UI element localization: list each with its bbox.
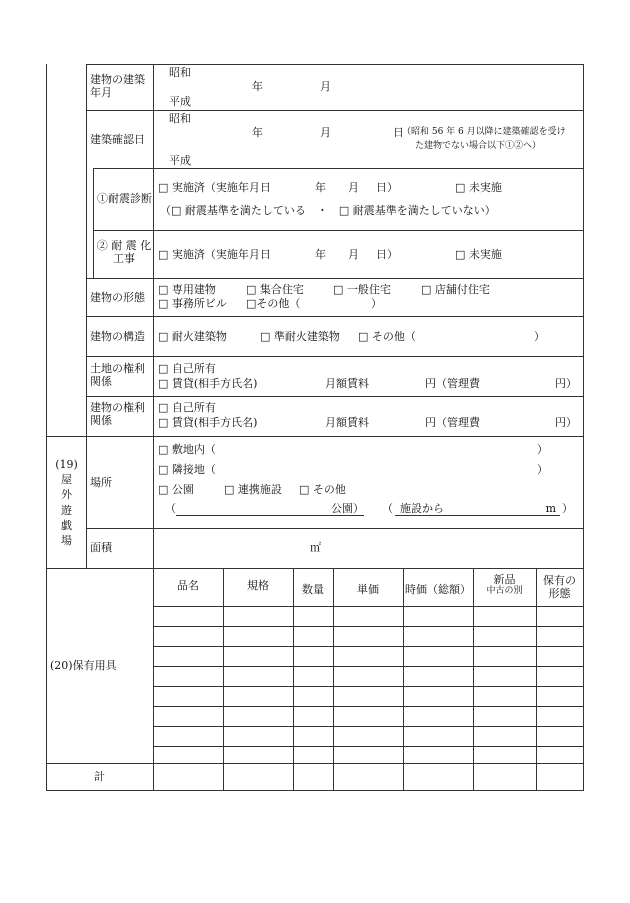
- bldg-right-own[interactable]: □ 自己所有: [158, 401, 216, 414]
- total-row-line: [46, 763, 584, 764]
- eq-col: [223, 568, 224, 790]
- structure-other-close: ）: [534, 330, 545, 343]
- land-right-rent: 月額賃料: [325, 377, 369, 390]
- row-line: [86, 396, 584, 397]
- border-left: [46, 64, 47, 790]
- place-opt-onsite[interactable]: □ 敷地内（: [158, 443, 216, 456]
- row-line: [86, 528, 584, 529]
- bldg-right-rent: 月額賃料: [325, 416, 369, 429]
- form-opt-other[interactable]: □その他（: [246, 297, 301, 310]
- land-right-yen-close: 円）: [555, 377, 577, 390]
- eq-col: [473, 568, 474, 790]
- seismic-diag-done[interactable]: □ 実施済（実施年月日: [158, 181, 271, 194]
- row-line: [86, 316, 584, 317]
- seismic-diag-year: 年: [315, 181, 326, 194]
- eq-col: [403, 568, 404, 790]
- seismic-diag-day: 日）: [376, 181, 398, 194]
- eq-header-unit-price: 単価: [357, 583, 379, 596]
- confirm-date-note1: （昭和 56 年 6 月以降に建築確認を受け: [402, 127, 566, 137]
- place-adjacent-close: ）: [537, 463, 548, 476]
- form-opt-shop-house[interactable]: □ 店舗付住宅: [421, 283, 490, 296]
- seismic-work-year: 年: [315, 248, 326, 261]
- place-onsite-close: ）: [537, 443, 548, 456]
- form-opt-dedicated[interactable]: □ 専用建物: [158, 283, 216, 296]
- bldg-right-label: 建物の権利 関係: [90, 401, 145, 428]
- facility-close-paren: ）: [562, 502, 573, 515]
- confirm-date-era1: 昭和: [169, 112, 191, 125]
- facility-distance-field[interactable]: [395, 502, 560, 516]
- seismic-work-month: 月: [348, 248, 359, 261]
- col-line-c: [93, 168, 94, 278]
- seismic-diag-label: ①耐震診断: [97, 192, 152, 205]
- confirm-date-day: 日: [393, 126, 404, 139]
- meter-unit: m: [545, 502, 556, 515]
- row-line: [46, 568, 584, 569]
- seismic-work-label: ② 耐 震 化 工事: [96, 239, 152, 266]
- seismic-work-done[interactable]: □ 実施済（実施年月日: [158, 248, 271, 261]
- eq-header-name: 品名: [177, 579, 199, 592]
- col-line-b: [153, 64, 154, 790]
- eq-col: [536, 568, 537, 790]
- row-line: [93, 230, 584, 231]
- place-opt-other[interactable]: □ その他: [299, 483, 346, 496]
- row-line: [86, 64, 584, 65]
- seismic-work-day: 日）: [376, 248, 398, 261]
- bottom-border: [46, 790, 584, 791]
- form-opt-apartment[interactable]: □ 集合住宅: [246, 283, 304, 296]
- form-label: 建物の形態: [90, 291, 145, 304]
- structure-label: 建物の構造: [90, 330, 145, 343]
- row-line: [86, 356, 584, 357]
- eq-row: [153, 706, 584, 707]
- eq-row: [153, 726, 584, 727]
- confirm-date-note2: た建物でない場合以下①②へ）: [415, 141, 542, 151]
- land-right-own[interactable]: □ 自己所有: [158, 362, 216, 375]
- seismic-work-not-done[interactable]: □ 未実施: [455, 248, 502, 261]
- confirm-date-label: 建築確認日: [90, 133, 145, 146]
- row-line: [93, 168, 584, 169]
- border-right: [583, 64, 584, 790]
- structure-opt-fireproof[interactable]: □ 耐火建築物: [158, 330, 227, 343]
- equipment-label: (20)保有用具: [50, 659, 117, 672]
- eq-row: [153, 646, 584, 647]
- land-right-lease[interactable]: □ 賃貸(相手方氏名): [158, 377, 258, 390]
- playground-section-label: (19) 屋 外 遊 戯 場: [55, 458, 78, 547]
- park-field[interactable]: [176, 502, 364, 516]
- facility-open-paren: （: [382, 502, 393, 515]
- area-label: 面積: [90, 541, 112, 554]
- area-unit: ㎡: [310, 541, 321, 554]
- eq-header-market-value: 時価（総額）: [405, 583, 471, 596]
- eq-header-spec: 規格: [247, 579, 269, 592]
- structure-opt-other[interactable]: □ その他（: [358, 330, 416, 343]
- eq-header-qty: 数量: [302, 583, 324, 596]
- row-line: [86, 278, 584, 279]
- bldg-right-lease[interactable]: □ 賃貸(相手方氏名): [158, 416, 258, 429]
- total-label: 計: [94, 770, 105, 783]
- park-suffix: 公園）: [331, 502, 364, 515]
- confirm-date-year: 年: [252, 126, 263, 139]
- build-date-era2: 平成: [169, 95, 191, 108]
- place-opt-park[interactable]: □ 公園: [158, 483, 194, 496]
- eq-row: [153, 606, 584, 607]
- land-right-yen: 円（管理費: [425, 377, 480, 390]
- land-right-label: 土地の権利 関係: [90, 362, 145, 389]
- confirm-date-era2: 平成: [169, 154, 191, 167]
- confirm-date-month: 月: [320, 126, 331, 139]
- eq-header-new-used: 新品 中古の別: [486, 573, 523, 597]
- row-line: [46, 436, 584, 437]
- form-opt-office[interactable]: □ 事務所ビル: [158, 297, 227, 310]
- eq-row: [153, 686, 584, 687]
- build-date-month: 月: [320, 80, 331, 93]
- structure-opt-semi[interactable]: □ 準耐火建築物: [260, 330, 340, 343]
- bldg-right-yen: 円（管理費: [425, 416, 480, 429]
- seismic-diag-not-done[interactable]: □ 未実施: [455, 181, 502, 194]
- form-other-close: ）: [371, 297, 382, 310]
- bldg-right-yen-close: 円）: [555, 416, 577, 429]
- build-date-era1: 昭和: [169, 66, 191, 79]
- form-opt-house[interactable]: □ 一般住宅: [333, 283, 391, 296]
- eq-col: [293, 568, 294, 790]
- facility-from: 施設から: [400, 502, 444, 515]
- build-date-year: 年: [252, 80, 263, 93]
- eq-col: [333, 568, 334, 790]
- eq-row: [153, 626, 584, 627]
- place-label: 場所: [90, 476, 112, 489]
- row-line: [86, 110, 584, 111]
- seismic-diag-standard[interactable]: （□ 耐震基準を満たしている ・ □ 耐震基準を満たしていない）: [160, 204, 496, 217]
- place-opt-partner[interactable]: □ 連携施設: [224, 483, 282, 496]
- eq-row: [153, 746, 584, 747]
- park-open-paren: （: [165, 502, 176, 515]
- build-date-label: 建物の建築 年月: [90, 73, 145, 100]
- place-opt-adjacent[interactable]: □ 隣接地（: [158, 463, 216, 476]
- eq-header-ownership: 保有の 形態: [543, 574, 576, 601]
- eq-row: [153, 666, 584, 667]
- seismic-diag-month: 月: [348, 181, 359, 194]
